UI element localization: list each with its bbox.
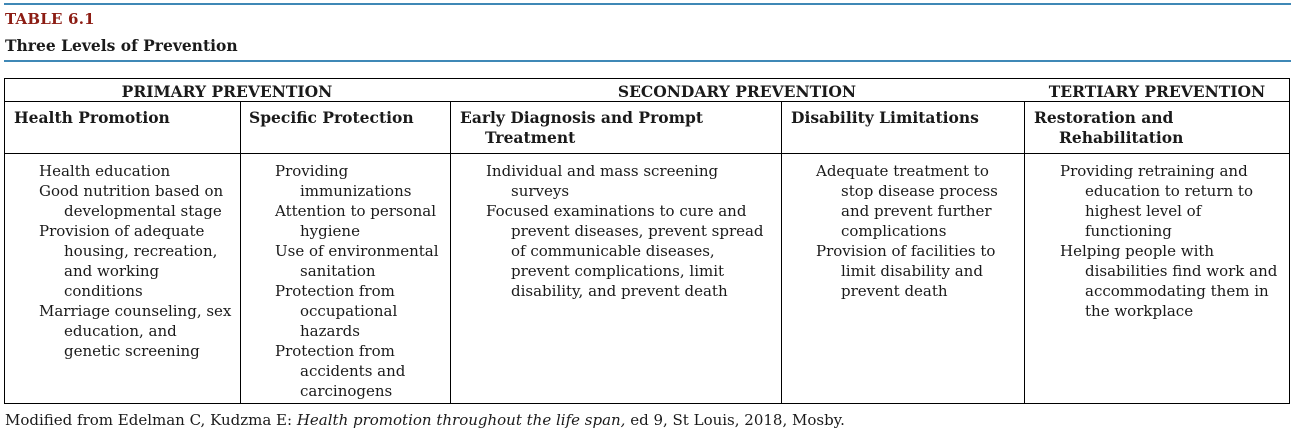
list-item: Health education (39, 162, 171, 180)
footnote-prefix: Modified from Edelman C, Kudzma E: (5, 411, 297, 429)
list-item: Protection from occupational hazards (275, 282, 398, 340)
heading-restoration: Restoration and Rehabilitation (1034, 108, 1184, 147)
list-item: Use of environmental sanitation (275, 242, 439, 280)
list-item: Marriage counseling, sex education, and genetic screening (39, 302, 232, 360)
footnote-suffix: ed 9, St Louis, 2018, Mosby. (625, 411, 845, 429)
list-item: Adequate treatment to stop disease process and prevent further complications (816, 162, 998, 240)
list-item: Attention to personal hygiene (275, 202, 437, 240)
group-primary: PRIMARY PREVENTION (121, 82, 333, 101)
source-footnote (5, 411, 845, 429)
group-header-row (4, 79, 1290, 102)
list-item: Providing immunizations (275, 162, 412, 200)
group-tertiary: TERTIARY PREVENTION (1048, 82, 1266, 101)
group-secondary: SECONDARY PREVENTION (617, 82, 857, 101)
list-item: Providing retraining and education to return to highest level of functioning (1060, 162, 1253, 240)
column-health-promotion (39, 161, 234, 361)
list-item: Good nutrition based on developmental stage (39, 182, 224, 220)
column-restoration (1060, 161, 1288, 321)
heading-early-diagnosis: Early Diagnosis and Prompt Treatment (460, 108, 703, 147)
column-divider (240, 101, 241, 403)
table-label: TABLE 6.1 (5, 10, 95, 28)
table-left-border (4, 79, 5, 403)
table-right-border (1289, 79, 1290, 403)
title-rule (4, 60, 1291, 62)
list-item: Individual and mass screening surveys (486, 162, 719, 200)
column-divider (1024, 101, 1025, 403)
prevention-table (4, 78, 1290, 404)
list-item: Helping people with disabilities find work and accommodating them in the workplace (1060, 242, 1278, 320)
column-early-diagnosis (486, 161, 776, 301)
heading-health-promotion: Health Promotion (14, 108, 170, 127)
column-divider (781, 101, 782, 403)
table-title: Three Levels of Prevention (5, 36, 238, 55)
heading-disability-limitations: Disability Limitations (791, 108, 979, 127)
list-item: Provision of adequate housing, recreation, and working conditions (39, 222, 218, 300)
column-disability-limitations (816, 161, 1014, 301)
column-specific-protection (275, 161, 445, 401)
list-item: Focused examinations to cure and prevent diseases, prevent spread of communicable diseases, prevent complications, limit disability, and prevent death (486, 202, 764, 300)
list-item: Protection from accidents and carcinogens (275, 342, 406, 400)
heading-specific-protection: Specific Protection (249, 108, 414, 127)
column-divider (450, 101, 451, 403)
footnote-book-title: Health promotion throughout the life span, (296, 411, 626, 429)
list-item: Provision of facilities to limit disability and prevent death (816, 242, 996, 300)
heading-rule (4, 153, 1290, 154)
top-rule (4, 3, 1291, 5)
